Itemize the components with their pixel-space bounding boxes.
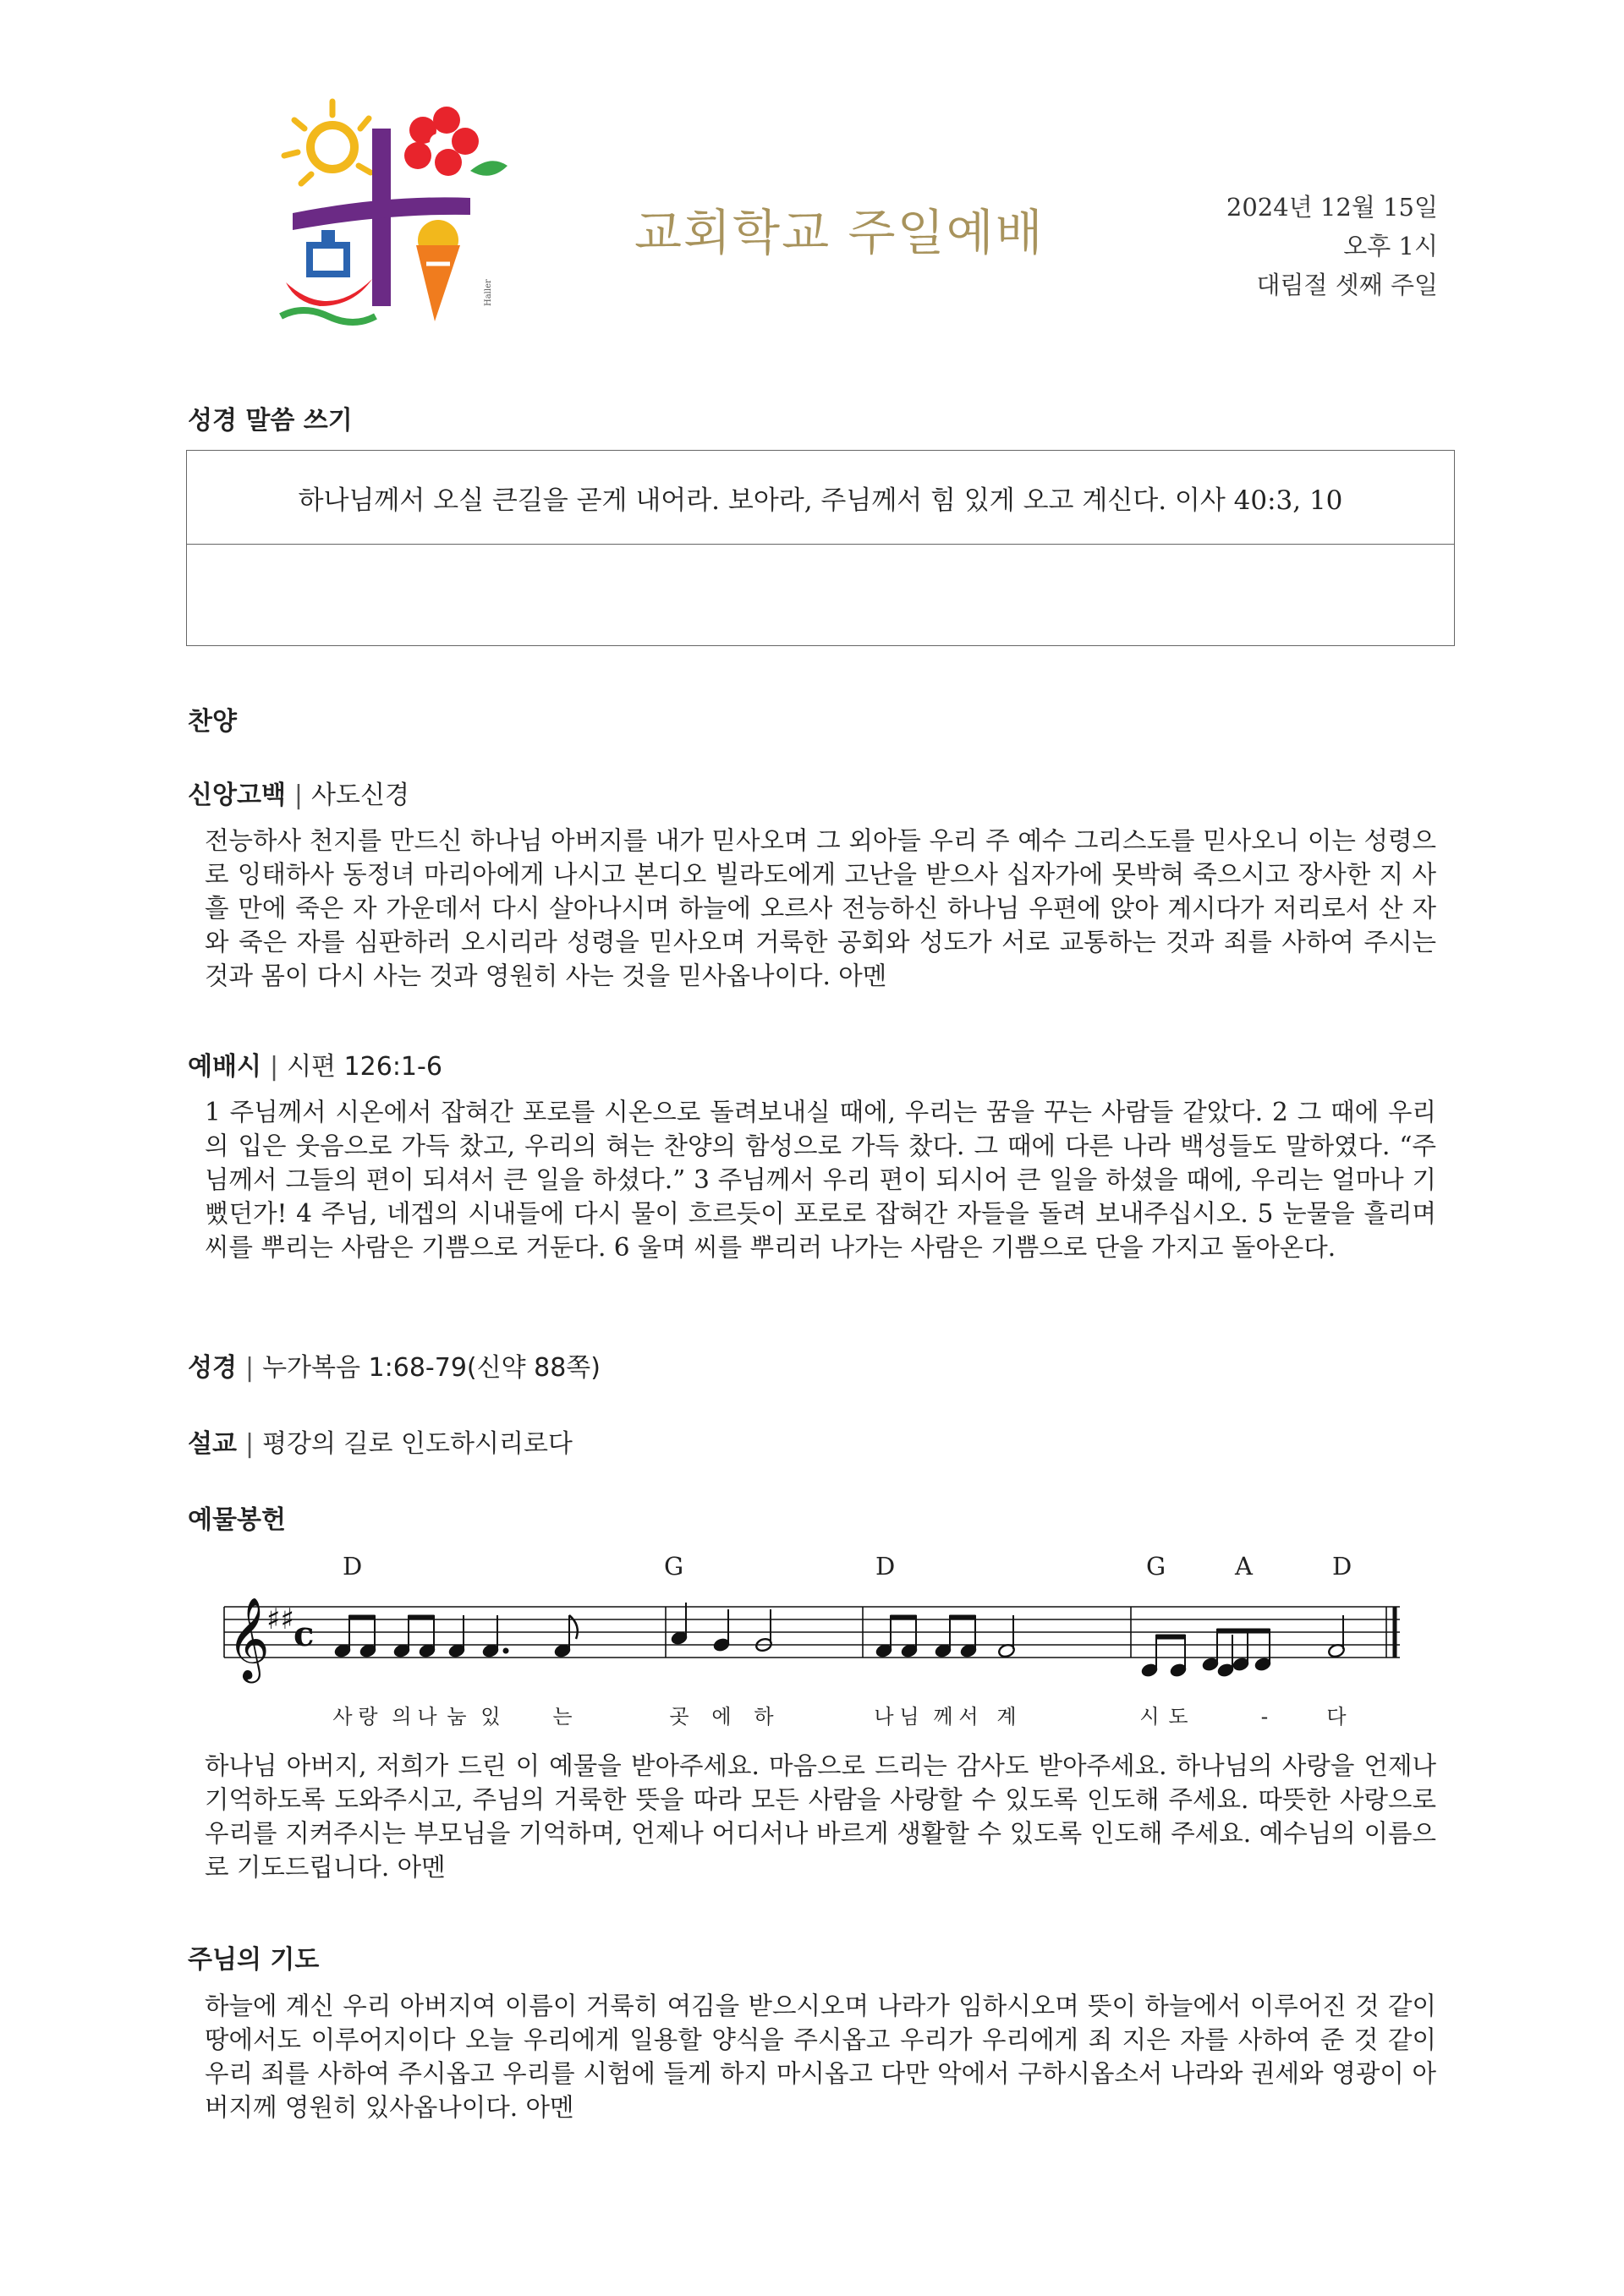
liturgical-week: 대림절 셋째 주일	[1256, 271, 1438, 299]
treble-clef-icon: 𝄞	[228, 1597, 270, 1680]
call-to-worship-subtitle: 시편 126:1-6	[287, 1052, 442, 1082]
lyric-syllable: 는	[552, 1705, 573, 1729]
lyric-syllable: 다	[1326, 1705, 1347, 1729]
chord-label: A	[1235, 1552, 1253, 1581]
note-dot	[503, 1648, 508, 1653]
lyric-syllable: 눔	[447, 1705, 467, 1729]
lyric-syllable: -	[1260, 1705, 1269, 1729]
lyric-syllable: 하	[754, 1705, 774, 1729]
service-date: 2024년 12월 15일	[1226, 193, 1438, 222]
creed-title: 신앙고백	[188, 781, 286, 810]
note-beam	[1156, 1635, 1185, 1639]
sermon-title: 설교	[188, 1429, 237, 1459]
note-beam	[891, 1615, 916, 1619]
lyric-syllable: 서	[958, 1705, 979, 1729]
page-title: 교회학교 주일예배	[634, 204, 1045, 261]
lyric-syllable: 도	[1168, 1705, 1188, 1729]
creed-heading: 신앙고백 | 사도신경	[188, 781, 409, 810]
service-info	[1226, 188, 1438, 304]
lyric-syllable: 계	[996, 1705, 1017, 1729]
scripture-reference: 누가복음 1:68-79(신약 88쪽)	[262, 1353, 601, 1383]
torch-icon	[416, 220, 460, 321]
lyric-syllable: 곳	[669, 1705, 689, 1729]
chord-label: G	[664, 1552, 684, 1581]
note-flag	[569, 1615, 578, 1639]
chord-label: D	[1332, 1552, 1352, 1581]
sermon-heading: 설교 | 평강의 길로 인도하시리로다	[188, 1429, 573, 1459]
creed-text: 전능하사 천지를 만드신 하나님 아버지를 내가 믿사오며 그 외아들 우리 주 예수 그리스도를 믿사오니 이는 성령으로 잉태하사 동정녀 마리아에게 나시고 본디오 빌라도에게 고난을 받으사 십자가에 못박혀 죽으시고 장사한 지 사흘 만에 죽은 자 가운데서 다시 살아나시며 하늘에 오르사 전능하신 하나님 우편에 앉아 계시다가 저리로서 산 자와 죽은 자를 심판하러 오시리라 성령을 믿사오며 거룩한 공회와 성도가 서로 교통하는 것과 죄를 사하여 주시는 것과 몸이 다시 사는 것과 영원히 사는 것을 믿사옵나이다. 아멘	[205, 826, 1436, 990]
note-beam	[1217, 1629, 1270, 1633]
note-beam	[409, 1615, 434, 1619]
scripture-title: 성경	[188, 1353, 237, 1383]
service-time: 오후 1시	[1343, 232, 1438, 260]
common-time-icon: c	[294, 1614, 315, 1654]
lyric-syllable: 나	[874, 1705, 894, 1729]
sermon-subject: 평강의 길로 인도하시리로다	[262, 1429, 573, 1459]
call-to-worship-text: 1 주님께서 시온에서 잡혀간 포로를 시온으로 돌려보내실 때에, 우리는 꿈을 꾸는 사람들 같았다. 2 그 때에 우리의 입은 웃음으로 가득 찼고, 우리의 혀는 찬양의 함성으로 가득 찼다. 그 때에 다른 나라 백성들도 말하였다. “주님께서 그들의 편이 되셔서 큰 일을 하셨다.” 3 주님께서 우리 편이 되시어 큰 일을 하셨을 때에, 우리는 얼마나 기뻤던가! 4 주님, 네겝의 시내들에 다시 물이 흐르듯이 포로로 잡혀간 자들을 돌려 보내주십시오. 5 눈물을 흘리며 씨를 뿌리는 사람은 기쁨으로 거둔다. 6 울며 씨를 뿌리러 나가는 사람은 기쁨으로 단을 가지고 돌아온다.	[205, 1098, 1436, 1262]
creed-subtitle: 사도신경	[311, 781, 409, 810]
lords-prayer-heading: 주님의 기도	[188, 1945, 320, 1975]
key-signature-icon: ♯♯	[266, 1603, 294, 1636]
offering-prayer: 하나님 아버지, 저희가 드린 이 예물을 받아주세요. 마음으로 드리는 감사도 받아주세요. 하나님의 사랑을 언제나 기억하도록 도와주시고, 주님의 거룩한 뜻을 따라 모든 사람을 사랑할 수 있도록 인도해 주세요. 따뜻한 사랑으로 우리를 지켜주시는 부모님을 기억하며, 언제나 어디서나 바르게 생활할 수 있도록 인도해 주세요. 예수님의 이름으로 기도드립니다. 아멘	[205, 1751, 1436, 1882]
chord-label: D	[343, 1552, 363, 1581]
church-school-logo	[269, 95, 523, 340]
lyric-syllable: 있	[480, 1705, 501, 1729]
scripture-heading: 성경 | 누가복음 1:68-79(신약 88쪽)	[188, 1353, 601, 1383]
note-beam	[950, 1615, 975, 1619]
verse-writing-box	[186, 450, 1455, 646]
lyric-syllable: 께	[933, 1705, 953, 1729]
lyric-syllable: 에	[711, 1705, 732, 1729]
offering-heading: 예물봉헌	[188, 1505, 286, 1535]
bible-writing-heading: 성경 말씀 쓰기	[188, 406, 353, 436]
call-to-worship-heading: 예배시 | 시편 126:1-6	[188, 1052, 442, 1082]
call-to-worship-title: 예배시	[188, 1052, 261, 1082]
lyric-syllable: 시	[1139, 1705, 1160, 1729]
lyrics-line	[332, 1705, 1347, 1729]
chord-label: D	[875, 1552, 896, 1581]
boat-icon	[281, 230, 376, 322]
flower-icon	[404, 107, 508, 176]
note-beam	[349, 1615, 375, 1619]
lyric-syllable: 나	[417, 1705, 437, 1729]
chord-label: G	[1146, 1552, 1166, 1581]
melody-notes	[333, 1603, 1345, 1678]
lyric-syllable: 사	[332, 1705, 353, 1729]
offering-song-score	[216, 1546, 1425, 1740]
hymn-heading: 찬양	[188, 707, 237, 737]
memory-verse: 하나님께서 오실 큰길을 곧게 내어라. 보아라, 주님께서 힘 있게 오고 계신다. 이사 40:3, 10	[187, 451, 1454, 545]
writing-space[interactable]	[187, 545, 1454, 644]
sun-icon	[284, 101, 370, 184]
lords-prayer-text: 하늘에 계신 우리 아버지여 이름이 거룩히 여김을 받으시오며 나라가 임하시오며 뜻이 하늘에서 이루어진 것 같이 땅에서도 이루어지이다 오늘 우리에게 일용할 양식을 주시옵고 우리가 우리에게 죄 지은 자를 사하여 준 것 같이 우리 죄를 사하여 주시옵고 우리를 시험에 들게 하지 마시옵고 다만 악에서 구하시옵소서 나라와 권세와 영광이 아버지께 영원히 있사옵나이다. 아멘	[205, 1992, 1436, 2122]
logo-signature: Haller	[484, 279, 493, 306]
lyric-syllable: 의	[392, 1705, 412, 1729]
lyric-syllable: 랑	[358, 1705, 378, 1729]
lyric-syllable: 님	[899, 1705, 919, 1729]
